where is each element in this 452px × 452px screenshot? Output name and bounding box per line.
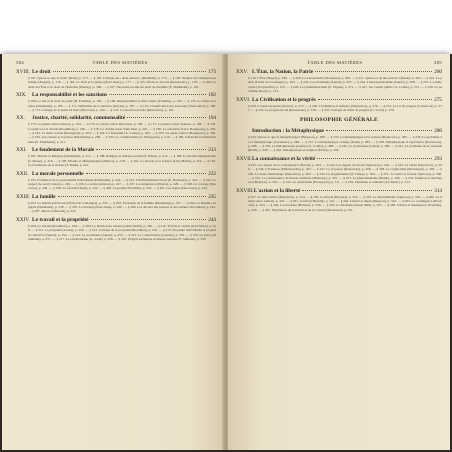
toc-entry: [236, 156, 442, 185]
chapter-contents: § 257. Le libre arbitre (Descartes), p. 314. — § 258. La liberté (Bossuet), p. 316. — § 259. Le déterminisme (Spinoza), p. 318. — § 260. La liberté selon Leibniz, p. 319. — § 261. L'action (Blondel), p. 321. — § 262. Liberté et durée (Bergson), p. 322. — § 263. La contingence (Boutroux), p. 324. — § 264. La nécessité (Hobbes), p. 326. — § 265. Le fatalisme (Stuart Mill), p. 327. — § 266. Liberté et intelligence (Fouillée), p. 329. — § 267. Expérience de la liberté et de la volonté (Ravaisson), p. 331.: [248, 194, 442, 212]
leader-dots: [315, 71, 432, 72]
chapter-contents: § 193. Formation de la personnalité individuelle (Durkheim), p. 222. — § 194. L'individualisme moral (E. Boutroux), p. 224. — § 195. Le respect de soi (P. Janet), p. 226. — § 196. La vertu (Aristote), p. 227. — § 197. La tempérance (Platon), p. 229. — § 198. Le courage (Descartes), p. 230. — § 199. La véracité (Kant), p. 232. — § 200. La probité (Fouillée), p. 233. — § 201. Les règles (Descartes), p. 234.: [28, 177, 216, 191]
chapter-page-number: 293: [434, 155, 442, 162]
chapter-title: La Civilisation et le progrès: [252, 96, 316, 103]
chapter-page-number: 235: [208, 193, 216, 200]
leader-dots: [326, 130, 432, 131]
leader-dots: [86, 173, 207, 174]
toc-entry-heading: [16, 115, 216, 121]
right-page-number: 385: [433, 60, 442, 65]
left-running-header: [16, 60, 216, 65]
chapter-contents: § 234. Qu'est-ce que la métaphysique? (Bergson), p. 280. — § 235. La métaphysique et la science (Boutroux), p. 282. — § 236. Le problème de la métaphysique (Lachelier), p. 284. — § 237. La métaphysique critique (Kant), p. 285. — § 238. Métaphysique et expérience (Ravaisson), p. 286. — § 239. La métaphysique positive (A. Comte), p. 288. — § 240. Le positivisme (Littré), p. 289. — § 241. Le problème de la certitude (Rauh), p. 290. — § 242. Métaphysique et religion (Fichte), p. 292.: [248, 135, 442, 153]
chapter-page-number: 173: [208, 69, 216, 75]
right-toc-list-2: [236, 128, 442, 212]
chapter-page-number: 280: [434, 128, 442, 135]
chapter-title: L'État, la Nation, la Patrie: [252, 69, 314, 75]
right-running-head: TABLE DES MATIÈRES: [307, 60, 363, 65]
chapter-page-number: 213: [208, 147, 216, 154]
chapter-number: XVIII.: [16, 69, 30, 75]
left-toc-list: [16, 69, 216, 241]
chapter-contents: § 229. L'esprit européen (Guizot), p. 275. — § 230. Civilisation et barbarie (Seignobos), p. 276. — § 231. La loi du progrès (Condorcet), p. 277. — § 232. Le progrès moral (Renouvier), p. 278. — § 233. Critique de l'idée de progrès (G. Sorel), p. 279.: [248, 103, 442, 112]
left-page: [2, 54, 224, 450]
chapter-page-number: 222: [208, 170, 216, 177]
chapter-number: XXVII.: [236, 155, 252, 162]
chapter-title: Justice, charité, solidarité, commensalité: [32, 115, 126, 122]
chapter-contents: § 161. Qu'est-ce que le droit? (Kant), p. 173. — § 162. Critique du « droit naturel » (Bentham), p. 175. — § 163. Origine de l'obligation juridique (Duguit), p. 176. — § 164. Le droit et la justice (Paul Janet), p. 177. — § 165. Droits et devoirs (Renouvier), p. 178. — § 166. Le droit de l'État et le droit de l'individu (Jhering), p. 180. — § 167. Nécessité sociale du droit de l'homme (E. Durkheim), p. 181.: [28, 76, 216, 89]
leader-dots: [127, 117, 206, 118]
top-margin: [0, 0, 452, 54]
chapter-number: XXV.: [236, 69, 248, 75]
right-running-header: [236, 60, 442, 65]
chapter-page-number: 194: [208, 115, 216, 122]
right-toc-list: [236, 69, 442, 112]
chapter-contents: § 202. La famille patriarcale (Fustel de Coulanges), p. 235. — § 203. Évolution de la famille (Durkheim), p. 237. — § 204. La famille conjugale (Durkheim), p. 238. — § 205. Le mariage (Paul Janet), p. 240. — § 206. Les devoirs des parents et des enfants (Proudhon), p. 241. — § 207. Divorce (Bonald), p. 243.: [28, 200, 216, 214]
toc-entry: [236, 188, 442, 212]
chapter-title: L'action et la liberté: [253, 187, 301, 194]
chapter-contents: § 208. Le travail (Proudhon), p. 244. — § 209. La division du travail (Adam Smith), p. 246. — § 210. Travail et capital (Karl Marx), p. 248. — § 211. La propriété (Locke), p. 250. — § 212. Critique de la propriété (Proudhon), p. 252. — § 213. Propriété individuelle et propriété collective (Jaurès), p. 254. — § 214. Le socialisme (Jaurès), p. 255. — § 215. Le collectivisme (Guesde), p. 256. — § 216. La grève (Durkheim), p. 257. — § 217. Le syndicalisme (G. Sorel), p. 258. — § 218. Progrès technique et misère ouvrière (F. Simiand), p. 259.: [28, 224, 216, 242]
toc-entry-heading: [16, 69, 216, 75]
chapter-contents: § 175. La justice selon Aristote, p. 194. — § 176. La justice selon Descartes, p. 196. — § 177. La justice selon Spinoza, p. 198. — § 178. La justice et la charité (Proudhon), p. 199. — § 179. La charité selon Saint Paul, p. 201. — § 180. La solidarité (Léon Bourgeois), p. 202. — § 181. La dette sociale (Bourgeois), p. 203. — § 182. La fraternité (A. Comte), p. 205. — § 183. Le quasi-contrat (Bourgeois), p. 206. — § 184. Les classes et la justice (Durkheim), p. 208. — § 185. La commensalité (L. Bourgeois), p. 210. — § 186. Solidarité et individualisme (E. Durkheim), p. 211.: [28, 122, 216, 144]
chapter-contents: § 168. Le fait et le droit de punir (H. Fouillée), p. 182. — § 169. Responsabilité et libre arbitre (Fouillée), p. 184. — § 170. Le crime et la peine (Durkheim), p. 185. — § 171. Définition de la sanction (Guyau), p. 187. — § 172. Classification des sanctions (Fauconnet), p. 188. — § 173. Critique de la peine de mort (Beccaria), p. 190. — § 174. La sanction morale (Renouvier), p. 191.: [28, 99, 216, 112]
chapter-title: Le droit: [32, 69, 51, 75]
chapter-number: XXVIII.: [236, 187, 254, 194]
chapter-page-number: 275: [434, 96, 442, 103]
leader-dots: [96, 149, 206, 150]
chapter-title: La connaissance et la vérité: [252, 155, 316, 162]
toc-entry-heading: [16, 147, 216, 153]
chapter-number: XXIV.: [16, 217, 30, 223]
chapter-number: XXIII.: [16, 193, 30, 200]
toc-entry-heading: [236, 128, 442, 134]
toc-entry-heading: [16, 194, 216, 200]
toc-entry: [16, 69, 216, 89]
left-running-head: TABLE DES MATIÈRES: [92, 60, 148, 65]
leader-dots: [302, 190, 432, 191]
toc-entry-heading: [16, 171, 216, 177]
chapter-title: Introduction : la Métaphysique: [252, 128, 324, 135]
toc-entry-heading: [236, 156, 442, 162]
section-heading: PHILOSOPHIE GÉNÉRALE: [300, 117, 378, 124]
chapter-page-number: 244: [208, 217, 216, 223]
chapter-number: XXI.: [16, 147, 27, 154]
leader-dots: [317, 158, 432, 159]
chapter-title: La morale personnelle: [32, 170, 84, 177]
toc-entry-heading: [16, 92, 216, 98]
right-page: [228, 54, 450, 450]
toc-entry: [236, 128, 442, 152]
chapter-number: XX.: [16, 115, 25, 122]
open-book: [2, 54, 450, 450]
chapter-title: La responsabilité et les sanctions: [32, 92, 108, 99]
toc-entry: [16, 147, 216, 167]
leader-dots: [91, 219, 207, 220]
chapter-title: La famille: [32, 193, 56, 200]
chapter-contents: § 243. Les degrés de la connaissance (Platon), p. 293. — § 244. Les degrés du savoir (Spinoza), p. 294. — § 245. La vérité (Descartes), p. 296. — § 246. L'évidence (Malebranche), p. 297. — § 247. La croyance (Renouvier), p. 299. — § 248. Le scepticisme (Montaigne), p. 300. — § 249. Le doute méthodique (Descartes), p. 302. — § 250. Le pragmatisme (W. James), p. 304. — § 251. La vérité et l'erreur (Spinoza), p. 306. — § 252. La connaissance du monde extérieur (Berkeley), p. 307. — § 253. Le phénoménisme (Hume), p. 308. — § 254. Intuition et intelligence (Bergson), p. 310. — § 255. Le relativisme (Protagoras), p. 311. — § 256. Idéalisme et réalisme (Lachelier), p. 312.: [248, 162, 442, 185]
toc-entry: [16, 92, 216, 112]
chapter-contents: § 219. L'État (Hegel), p. 260. — § 220. La souveraineté (Rousseau), p. 262. — § 221. Qu'est-ce qu'une nation? (Renan), p. 264. — § 222. La patrie (Fustel de Coulanges), p. 265. — § 223. Le patriotisme (Jaurès), p. 267. — § 224. L'internationalisme (Jaurès), p. 268. — § 225. La démocratie (Tocqueville), p. 270. — § 226. Le parlementarisme (E. Faguet), p. 271. — § 227. Sur l'esprit public (A. Comte), p. 272. — § 228. Le pacifisme (Kant), p. 274.: [248, 76, 442, 94]
toc-entry-heading: [236, 97, 442, 103]
chapter-number: XIX.: [16, 92, 27, 99]
toc-entry: [236, 69, 442, 93]
toc-entry: [16, 171, 216, 191]
leader-dots: [109, 94, 206, 95]
chapter-title: Le fondement de la Morale: [32, 147, 95, 154]
toc-entry-heading: [236, 188, 442, 194]
leader-dots: [53, 71, 207, 72]
toc-entry: [236, 97, 442, 113]
toc-entry-heading: [236, 69, 442, 75]
toc-entry: [16, 217, 216, 241]
left-page-number: 384: [16, 60, 25, 65]
chapter-contents: § 187. Morale et Religion (Durkheim), p. 213. — § 188. Religion et éthique sociale (F. Pillon), p. 215. — § 189. La morale indépendante (J. Massé), p. 216. — § 190. Morale et Métaphysique (Delbos), p. 218. — § 191. La morale et la science (Lévy-Bruhl), p. 219. — § 192. Le fondement de la morale (F. Rauh), p. 221.: [28, 154, 216, 168]
leader-dots: [318, 99, 433, 100]
toc-entry: [16, 194, 216, 214]
chapter-number: XXVI.: [236, 96, 251, 103]
toc-entry: [16, 115, 216, 144]
chapter-page-number: 182: [208, 92, 216, 99]
leader-dots: [58, 196, 207, 197]
chapter-number: XXII.: [16, 170, 29, 177]
toc-entry-heading: [16, 217, 216, 223]
chapter-page-number: 314: [434, 187, 442, 194]
chapter-page-number: 260: [434, 69, 442, 75]
chapter-title: Le travail et la propriété: [32, 217, 89, 223]
